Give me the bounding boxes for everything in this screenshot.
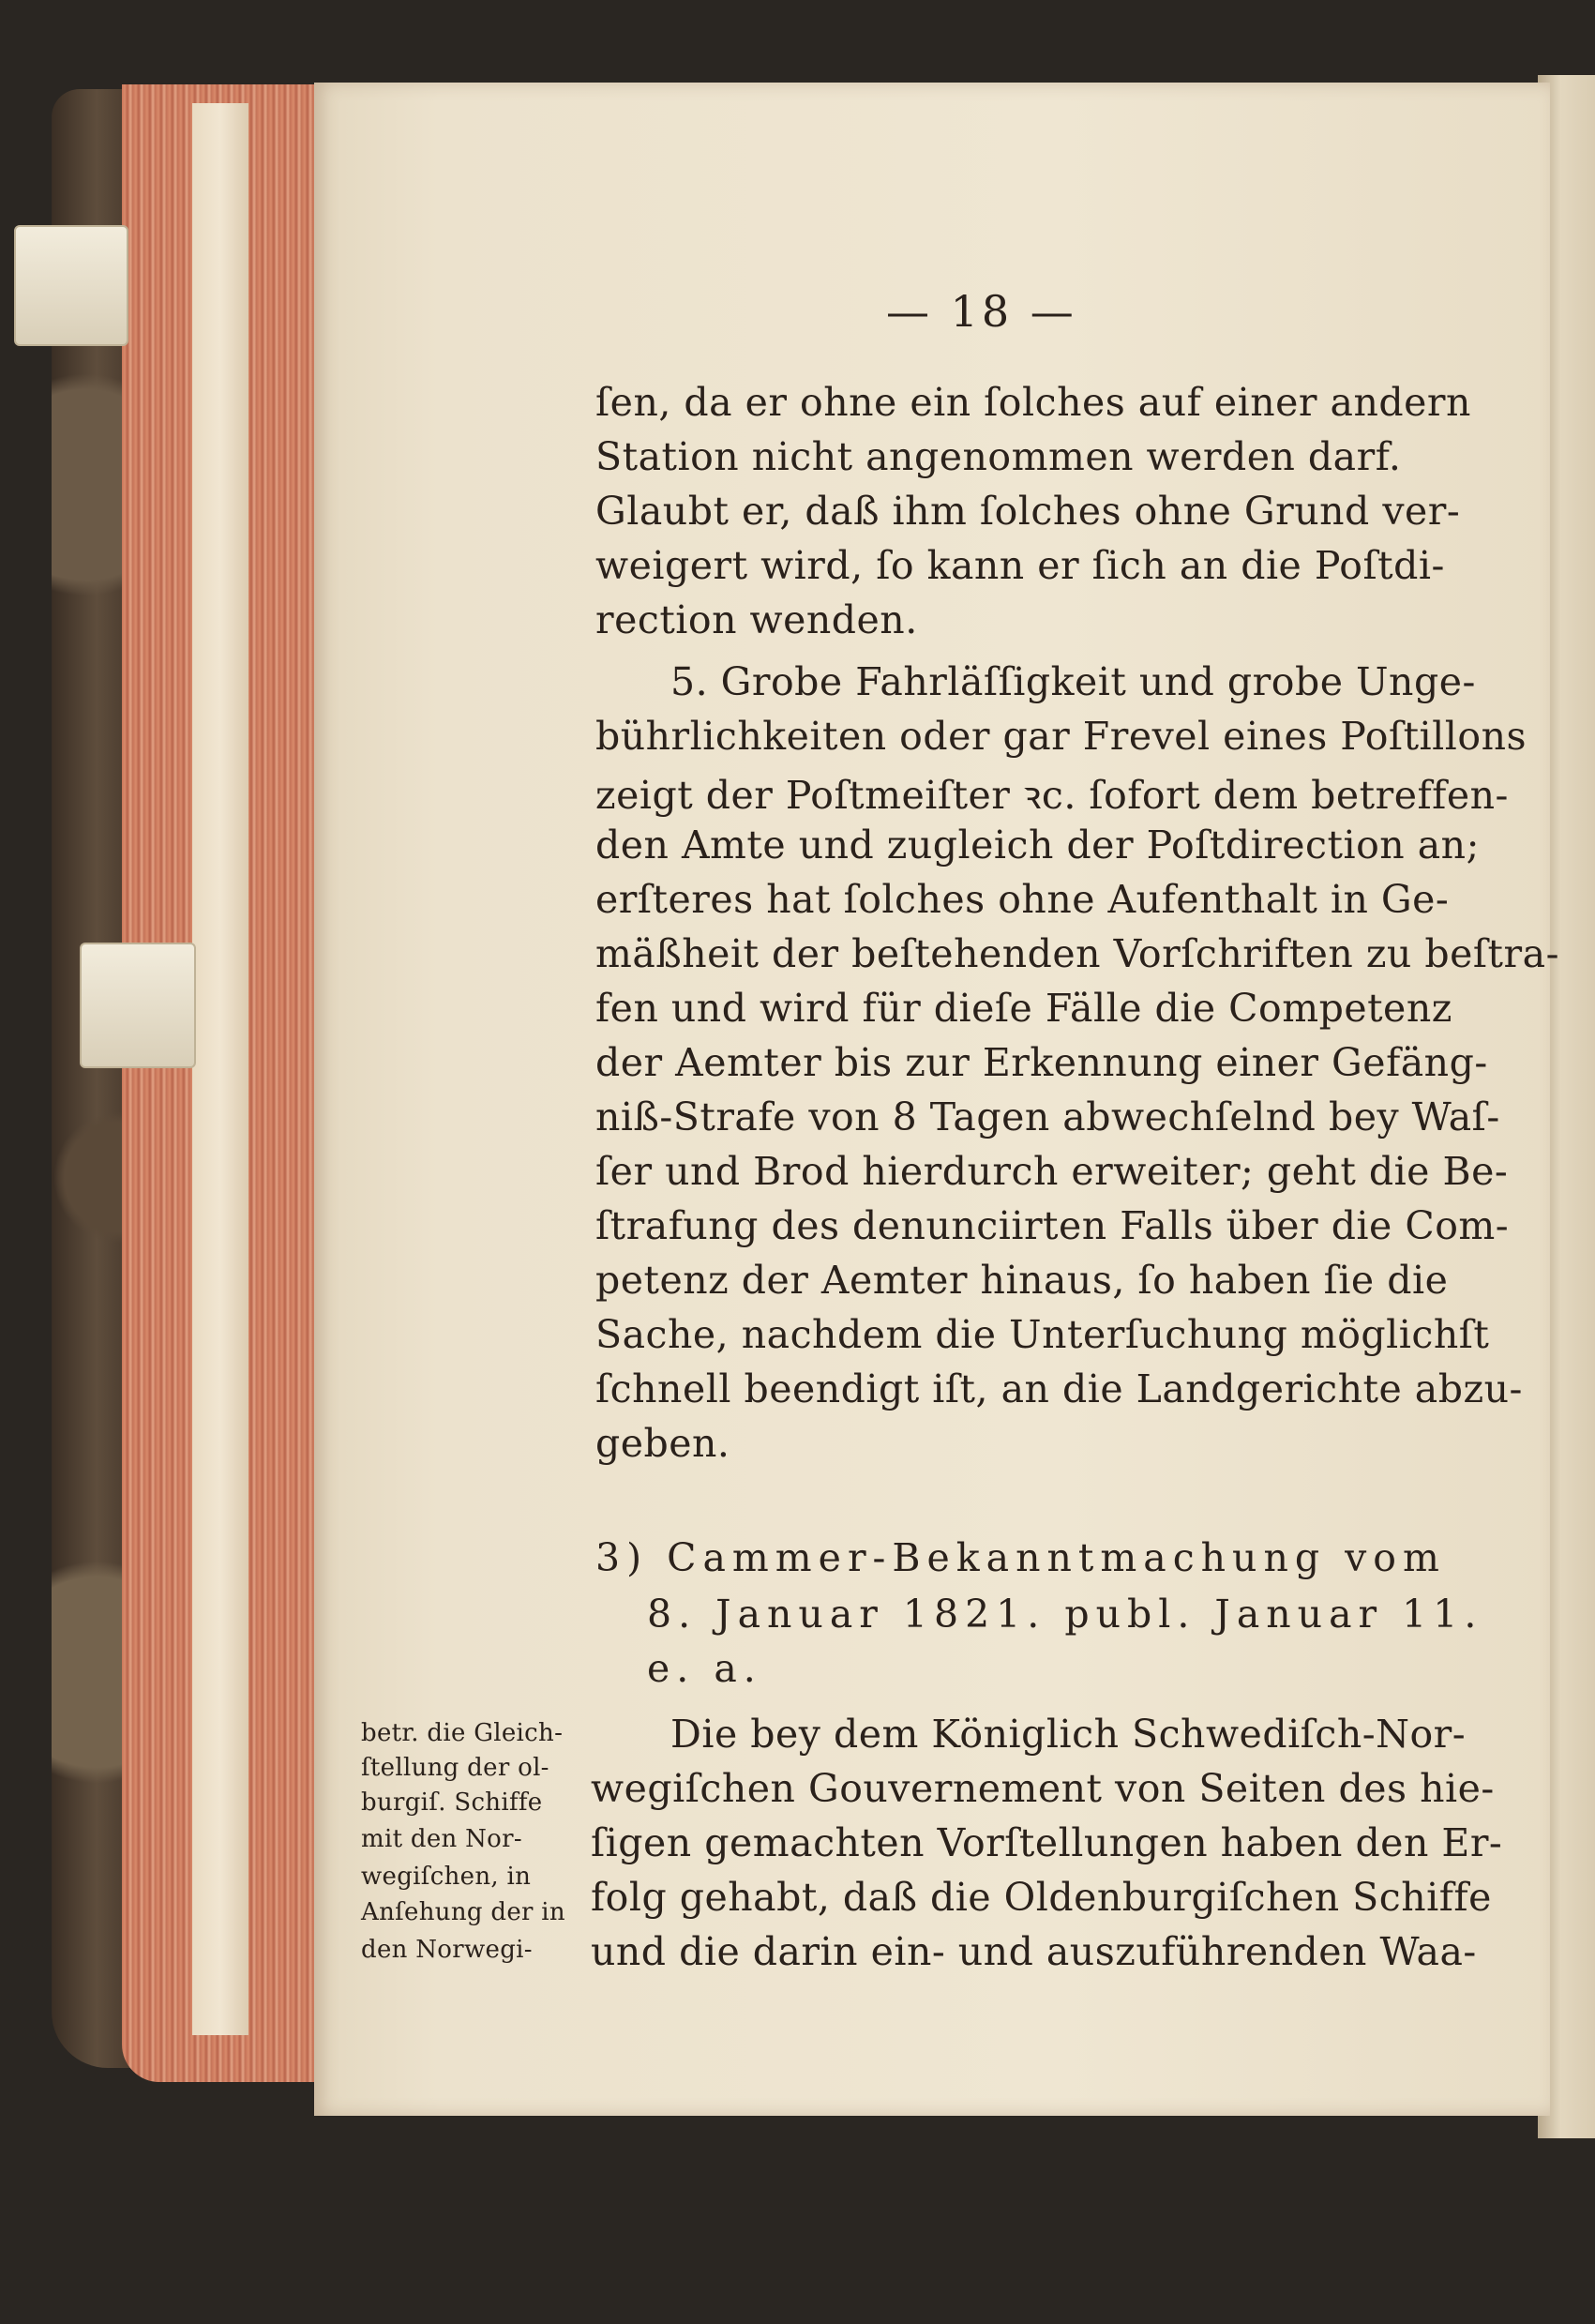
body-line: bührlichkeiten oder gar Frevel eines Poſtillons	[595, 714, 1527, 759]
body-line: erſteres hat ſolches ohne Aufenthalt in Ge-	[595, 877, 1450, 922]
body-line: 5. Grobe Fahrläſſigkeit und grobe Unge-	[670, 659, 1476, 704]
section-line: wegiſchen Gouvernement von Seiten des hie-	[591, 1766, 1495, 1811]
section-heading: 8. Januar 1821. publ. Januar 11.	[647, 1592, 1483, 1637]
body-line: petenz der Aemter hinaus, ſo haben ſie die	[595, 1258, 1449, 1303]
section-line: und die darin ein- und auszuführenden Waa-	[591, 1929, 1477, 1974]
body-line: fen und wird für dieſe Fälle die Competenz	[595, 986, 1452, 1031]
body-line: der Aemter bis zur Erkennung einer Gefäng-	[595, 1040, 1488, 1085]
paper-tab-top	[14, 225, 128, 346]
margin-note-line: betr. die Gleich-	[361, 1719, 564, 1747]
margin-note-line: den Norwegi-	[361, 1936, 533, 1964]
page-edges-inner	[192, 103, 248, 2035]
body-line: ſen, da er ohne ein ſolches auf einer andern	[595, 380, 1471, 425]
body-line: Station nicht angenommen werden darf.	[595, 434, 1402, 479]
body-line: weigert wird, ſo kann er ſich an die Poſtdi-	[595, 543, 1445, 588]
body-line: den Amte und zugleich der Poſtdirection an;	[595, 822, 1480, 868]
body-line: ſer und Brod hierdurch erweiter; geht die Be-	[595, 1149, 1509, 1194]
section-heading: 3) Cammer-Bekanntmachung vom	[595, 1535, 1446, 1580]
body-line: geben.	[595, 1421, 730, 1466]
margin-note-line: burgiſ. Schiffe	[361, 1788, 543, 1817]
body-line: zeigt der Poſtmeiſter ꝛc. ſofort dem betreffen-	[595, 773, 1509, 818]
body-line: rection wenden.	[595, 597, 918, 642]
body-line: niß-Strafe von 8 Tagen abwechſelnd bey Waſ-	[595, 1094, 1500, 1139]
section-heading: e. a.	[647, 1646, 762, 1691]
body-line: ſchnell beendigt iſt, an die Landgerichte abzu-	[595, 1366, 1523, 1411]
margin-note-line: ſtellung der ol-	[361, 1754, 549, 1782]
paper-tab-middle	[80, 943, 196, 1068]
body-line: ſtrafung des denunciirten Falls über die Com-	[595, 1203, 1510, 1248]
body-line: Glaubt er, daß ihm ſolches ohne Grund ver-	[595, 489, 1461, 534]
page-number: — 18 —	[886, 286, 1077, 337]
body-line: mäßheit der beſtehenden Vorſchriften zu beſtra-	[595, 931, 1559, 976]
section-line: ſigen gemachten Vorſtellungen haben den Er-	[591, 1820, 1503, 1865]
section-line: folg gehabt, daß die Oldenburgiſchen Schiffe	[591, 1875, 1492, 1920]
margin-note-line: wegiſchen, in	[361, 1863, 532, 1891]
body-line: Sache, nachdem die Unterſuchung möglichſt	[595, 1312, 1490, 1357]
margin-note-line: Anſehung der in	[361, 1898, 565, 1926]
section-line: Die bey dem Königlich Schwediſch-Nor-	[670, 1712, 1467, 1757]
margin-note-line: mit den Nor-	[361, 1825, 522, 1853]
